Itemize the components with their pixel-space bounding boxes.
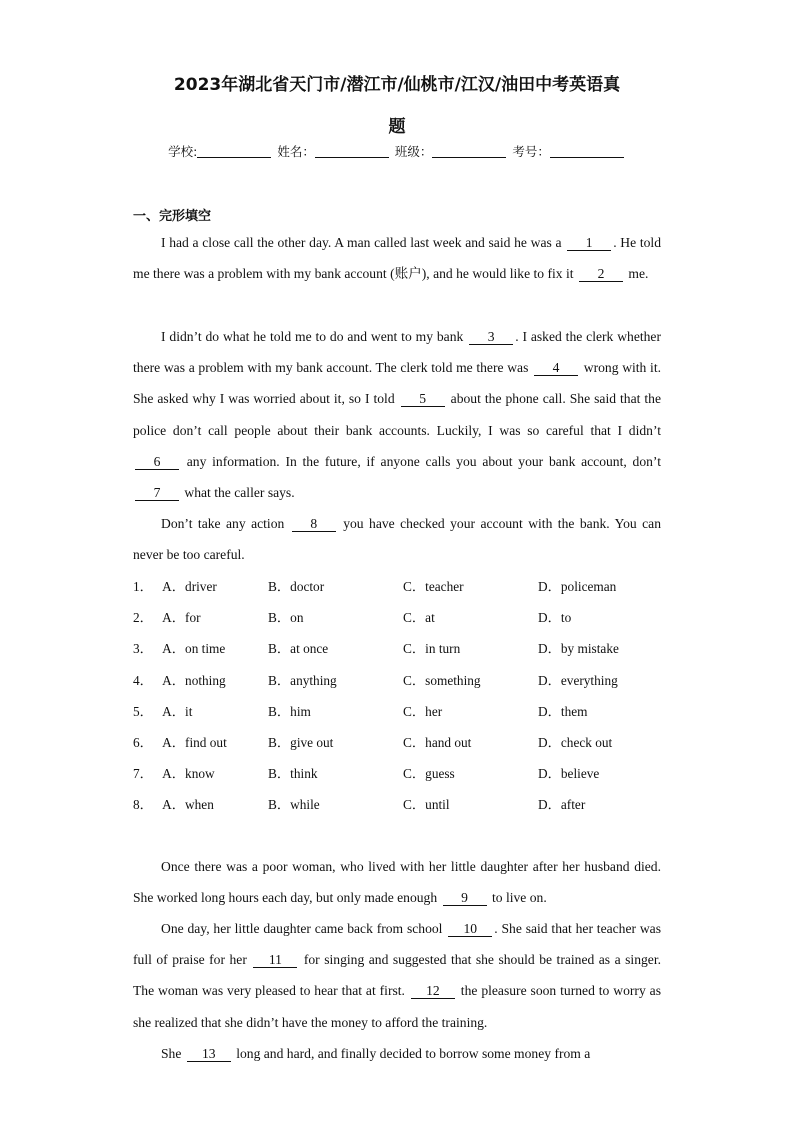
text: One day, her little daughter came back from school bbox=[161, 921, 443, 936]
option-d[interactable]: D．after bbox=[538, 797, 586, 813]
option-b[interactable]: B．on bbox=[268, 610, 304, 626]
option-b[interactable]: B．while bbox=[268, 797, 320, 813]
passage1-paragraph-2 bbox=[133, 321, 661, 508]
option-c[interactable]: C．guess bbox=[403, 766, 455, 782]
document-title bbox=[100, 64, 694, 148]
option-b[interactable]: B．doctor bbox=[268, 579, 325, 595]
option-c[interactable]: C．in turn bbox=[403, 641, 461, 657]
class-label: 班级： bbox=[394, 144, 433, 159]
text: I didn’t do what he told me to do and went to my bank bbox=[161, 329, 464, 344]
text: me. bbox=[628, 266, 649, 282]
blank-2[interactable]: 2 bbox=[579, 267, 623, 282]
question-row-2 bbox=[133, 601, 673, 632]
section-heading: 一、完形填空 bbox=[133, 209, 212, 224]
option-c[interactable]: C．until bbox=[403, 797, 450, 813]
option-a[interactable]: A．when bbox=[162, 797, 214, 813]
blank-11[interactable]: 11 bbox=[253, 953, 297, 968]
blank-3[interactable]: 3 bbox=[469, 330, 513, 345]
blank-7[interactable]: 7 bbox=[135, 486, 179, 501]
blank-12[interactable]: 12 bbox=[411, 984, 455, 999]
title-line-1: 2023年湖北省天门市/潜江市/仙桃市/江汉/油田中考英语真 bbox=[173, 75, 621, 95]
text: about the phone call. She said that the police don’t call people about their bank accounts. Luckily, I was so careful that I didn’t bbox=[133, 391, 662, 438]
text: . She said that her teacher was full of praise for her bbox=[133, 921, 661, 968]
text: long and hard, and finally decided to borrow some money from a bbox=[236, 1046, 591, 1061]
option-a[interactable]: A．for bbox=[162, 610, 201, 626]
option-c[interactable]: C．hand out bbox=[403, 735, 472, 751]
option-d[interactable]: D．to bbox=[538, 610, 572, 626]
question-row-1 bbox=[133, 570, 673, 601]
option-c[interactable]: C．at bbox=[403, 610, 435, 626]
option-a[interactable]: A．on time bbox=[162, 641, 226, 657]
school-label: 学校: bbox=[168, 144, 198, 159]
blank-4[interactable]: 4 bbox=[534, 361, 578, 376]
option-d[interactable]: D．policeman bbox=[538, 579, 617, 595]
text: wrong with it. She asked why I was worried about it, so I told bbox=[133, 360, 661, 407]
question-number: 7． bbox=[133, 766, 153, 782]
option-d[interactable]: D．by mistake bbox=[538, 641, 619, 657]
option-b[interactable]: B．at once bbox=[268, 641, 329, 657]
blank-10[interactable]: 10 bbox=[448, 922, 492, 937]
text: Once there was a poor woman, who lived with her little daughter after her husband died. She worked long hours each day, but only made enough bbox=[133, 859, 661, 906]
question-row-4 bbox=[133, 664, 673, 695]
text: you have checked your account with the bank. You can never be too careful. bbox=[133, 516, 661, 563]
option-a[interactable]: A．it bbox=[162, 703, 193, 719]
question-number: 6． bbox=[133, 735, 153, 751]
text: to live on. bbox=[491, 890, 547, 906]
question-number: 8． bbox=[133, 797, 153, 813]
exam-no-blank[interactable] bbox=[550, 144, 624, 158]
option-c[interactable]: C．something bbox=[403, 672, 481, 688]
question-number: 4． bbox=[133, 672, 153, 688]
student-info-line bbox=[0, 142, 794, 160]
passage1-paragraph-3 bbox=[133, 508, 661, 570]
option-a[interactable]: A．nothing bbox=[162, 672, 226, 688]
passage2-paragraph-1 bbox=[133, 851, 661, 913]
text: . I asked the clerk whether there was a problem with my bank account. The clerk told me there was bbox=[133, 329, 661, 376]
blank-5[interactable]: 5 bbox=[401, 392, 445, 407]
passage1-paragraph-1 bbox=[133, 227, 661, 289]
answer-options bbox=[133, 570, 673, 820]
class-blank[interactable] bbox=[432, 144, 506, 158]
text: any information. In the future, if anyone calls you about your bank account, don’t bbox=[186, 453, 661, 469]
text: . He told me there was a problem with my bank account (账户), and he would like to fix it bbox=[133, 235, 661, 282]
blank-9[interactable]: 9 bbox=[443, 891, 487, 906]
option-b[interactable]: B．him bbox=[268, 703, 311, 719]
option-b[interactable]: B．give out bbox=[268, 735, 334, 751]
option-a[interactable]: A．driver bbox=[162, 579, 217, 595]
school-blank[interactable] bbox=[197, 144, 271, 158]
question-number: 2． bbox=[133, 610, 153, 626]
title-line-2: 题 bbox=[388, 117, 406, 137]
question-row-7 bbox=[133, 757, 673, 788]
blank-13[interactable]: 13 bbox=[187, 1047, 231, 1062]
text: She bbox=[161, 1046, 182, 1061]
question-row-5 bbox=[133, 695, 673, 726]
question-row-8 bbox=[133, 788, 673, 819]
option-a[interactable]: A．find out bbox=[162, 735, 227, 751]
name-blank[interactable] bbox=[315, 144, 389, 158]
passage2-paragraph-3 bbox=[133, 1038, 661, 1069]
option-d[interactable]: D．check out bbox=[538, 735, 613, 751]
option-c[interactable]: C．her bbox=[403, 703, 443, 719]
option-b[interactable]: B．think bbox=[268, 766, 318, 782]
question-number: 3． bbox=[133, 641, 153, 657]
text: I had a close call the other day. A man called last week and said he was a bbox=[161, 235, 562, 250]
question-row-3 bbox=[133, 632, 673, 663]
blank-6[interactable]: 6 bbox=[135, 455, 179, 470]
text: for singing and suggested that she should be trained as a singer. The woman was very pleased to hear that at first. bbox=[133, 952, 661, 999]
question-number: 5． bbox=[133, 703, 153, 719]
option-d[interactable]: D．everything bbox=[538, 672, 618, 688]
blank-1[interactable]: 1 bbox=[567, 236, 611, 251]
question-row-6 bbox=[133, 726, 673, 757]
question-number: 1． bbox=[133, 579, 153, 595]
option-a[interactable]: A．know bbox=[162, 766, 215, 782]
blank-8[interactable]: 8 bbox=[292, 517, 336, 532]
option-c[interactable]: C．teacher bbox=[403, 579, 464, 595]
passage2-paragraph-2 bbox=[133, 913, 661, 1038]
text: Don’t take any action bbox=[161, 516, 285, 531]
text: the pleasure soon turned to worry as she realized that she didn’t have the money to afford the training. bbox=[133, 983, 661, 1030]
name-label: 姓名： bbox=[277, 144, 315, 159]
option-d[interactable]: D．believe bbox=[538, 766, 600, 782]
option-b[interactable]: B．anything bbox=[268, 672, 337, 688]
exam-no-label: 考号： bbox=[512, 144, 550, 159]
text: what the caller says. bbox=[184, 485, 295, 501]
option-d[interactable]: D．them bbox=[538, 703, 588, 719]
